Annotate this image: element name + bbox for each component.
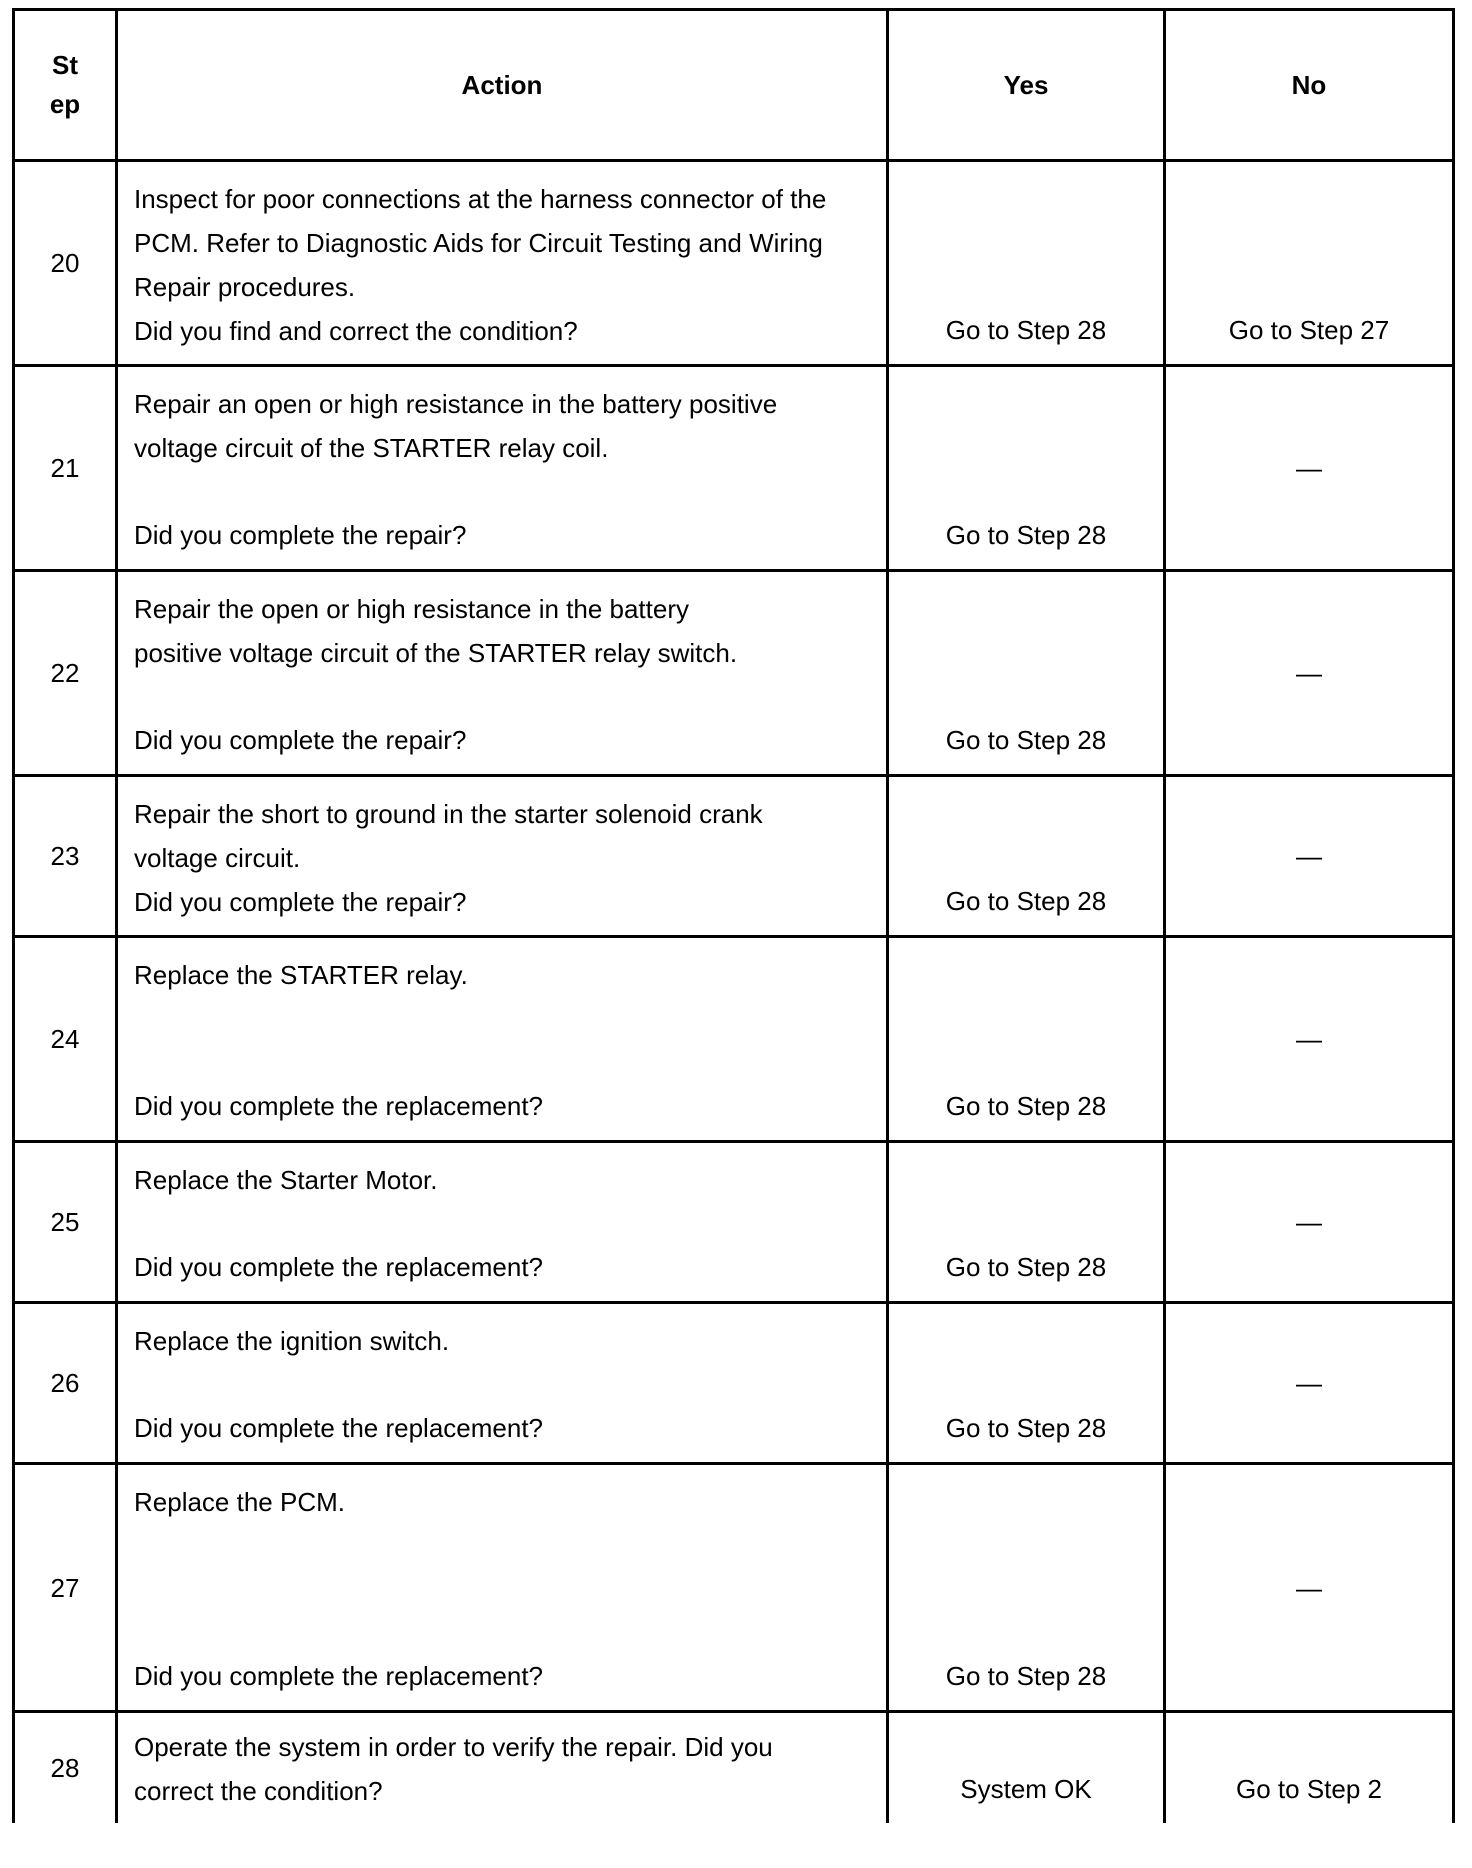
step-number: 20 bbox=[14, 161, 117, 366]
action-cell bbox=[117, 1142, 888, 1303]
header-action: Action bbox=[117, 10, 888, 161]
yes-result: Go to Step 28 bbox=[888, 776, 1165, 937]
action-question: Did you complete the repair? bbox=[134, 520, 467, 550]
diagnostic-table bbox=[12, 8, 1455, 1823]
yes-result: Go to Step 28 bbox=[888, 366, 1165, 571]
action-instruction: Replace the STARTER relay. bbox=[134, 960, 468, 990]
action-question: Did you complete the replacement? bbox=[134, 1661, 544, 1691]
no-result: — bbox=[1165, 937, 1454, 1142]
no-result: — bbox=[1165, 571, 1454, 776]
action-instruction: Replace the Starter Motor. bbox=[134, 1165, 438, 1195]
action-instruction: Replace the ignition switch. bbox=[134, 1326, 450, 1356]
table-row bbox=[14, 571, 1454, 776]
diagnostic-table-page bbox=[12, 8, 1452, 1823]
header-row bbox=[14, 10, 1454, 161]
action-cell bbox=[117, 1303, 888, 1464]
step-number: 28 bbox=[14, 1712, 117, 1824]
step-number: 25 bbox=[14, 1142, 117, 1303]
step-number: 23 bbox=[14, 776, 117, 937]
step-number: 24 bbox=[14, 937, 117, 1142]
no-result: — bbox=[1165, 366, 1454, 571]
no-result: — bbox=[1165, 1142, 1454, 1303]
action-instruction: Operate the system in order to verify the repair. Did you correct the condition? bbox=[134, 1732, 773, 1806]
action-cell bbox=[117, 776, 888, 937]
table-row bbox=[14, 1303, 1454, 1464]
action-cell bbox=[117, 937, 888, 1142]
step-number: 27 bbox=[14, 1464, 117, 1712]
yes-result: Go to Step 28 bbox=[888, 1303, 1165, 1464]
action-cell bbox=[117, 1712, 888, 1824]
yes-result: Go to Step 28 bbox=[888, 1464, 1165, 1712]
table-row bbox=[14, 776, 1454, 937]
action-question: Did you complete the replacement? bbox=[134, 1091, 544, 1121]
no-result: — bbox=[1165, 1464, 1454, 1712]
table-row bbox=[14, 937, 1454, 1142]
action-cell bbox=[117, 366, 888, 571]
header-no: No bbox=[1165, 10, 1454, 161]
yes-result: Go to Step 28 bbox=[888, 1142, 1165, 1303]
table-row bbox=[14, 366, 1454, 571]
step-number: 22 bbox=[14, 571, 117, 776]
yes-result: System OK bbox=[888, 1712, 1165, 1824]
table-row bbox=[14, 161, 1454, 366]
table-row bbox=[14, 1464, 1454, 1712]
action-cell bbox=[117, 1464, 888, 1712]
action-instruction: Replace the PCM. bbox=[134, 1487, 345, 1517]
action-question: Did you complete the replacement? bbox=[134, 1413, 544, 1443]
header-yes: Yes bbox=[888, 10, 1165, 161]
action-question: Did you complete the replacement? bbox=[134, 1252, 544, 1282]
action-instruction: Repair the open or high resistance in the battery positive voltage circuit of the STARTER relay switch. bbox=[134, 594, 738, 668]
yes-result: Go to Step 28 bbox=[888, 937, 1165, 1142]
no-result: — bbox=[1165, 776, 1454, 937]
action-instruction: Repair the short to ground in the starter solenoid crank voltage circuit. bbox=[134, 799, 763, 873]
action-instruction: Inspect for poor connections at the harness connector of the PCM. Refer to Diagnostic Aids for Circuit Testing and Wiring Repair procedures. bbox=[134, 184, 827, 302]
no-result: — bbox=[1165, 1303, 1454, 1464]
action-cell bbox=[117, 571, 888, 776]
action-instruction: Repair an open or high resistance in the battery positive voltage circuit of the STARTER relay coil. bbox=[134, 389, 778, 463]
header-step: Step bbox=[14, 10, 117, 161]
no-result: Go to Step 27 bbox=[1165, 161, 1454, 366]
action-cell bbox=[117, 161, 888, 366]
yes-result: Go to Step 28 bbox=[888, 161, 1165, 366]
action-question: Did you complete the repair? bbox=[134, 725, 467, 755]
step-number: 26 bbox=[14, 1303, 117, 1464]
action-question: Did you find and correct the condition? bbox=[134, 316, 578, 346]
yes-result: Go to Step 28 bbox=[888, 571, 1165, 776]
table-row bbox=[14, 1712, 1454, 1824]
action-question: Did you complete the repair? bbox=[134, 887, 467, 917]
step-number: 21 bbox=[14, 366, 117, 571]
table-row bbox=[14, 1142, 1454, 1303]
no-result: Go to Step 2 bbox=[1165, 1712, 1454, 1824]
